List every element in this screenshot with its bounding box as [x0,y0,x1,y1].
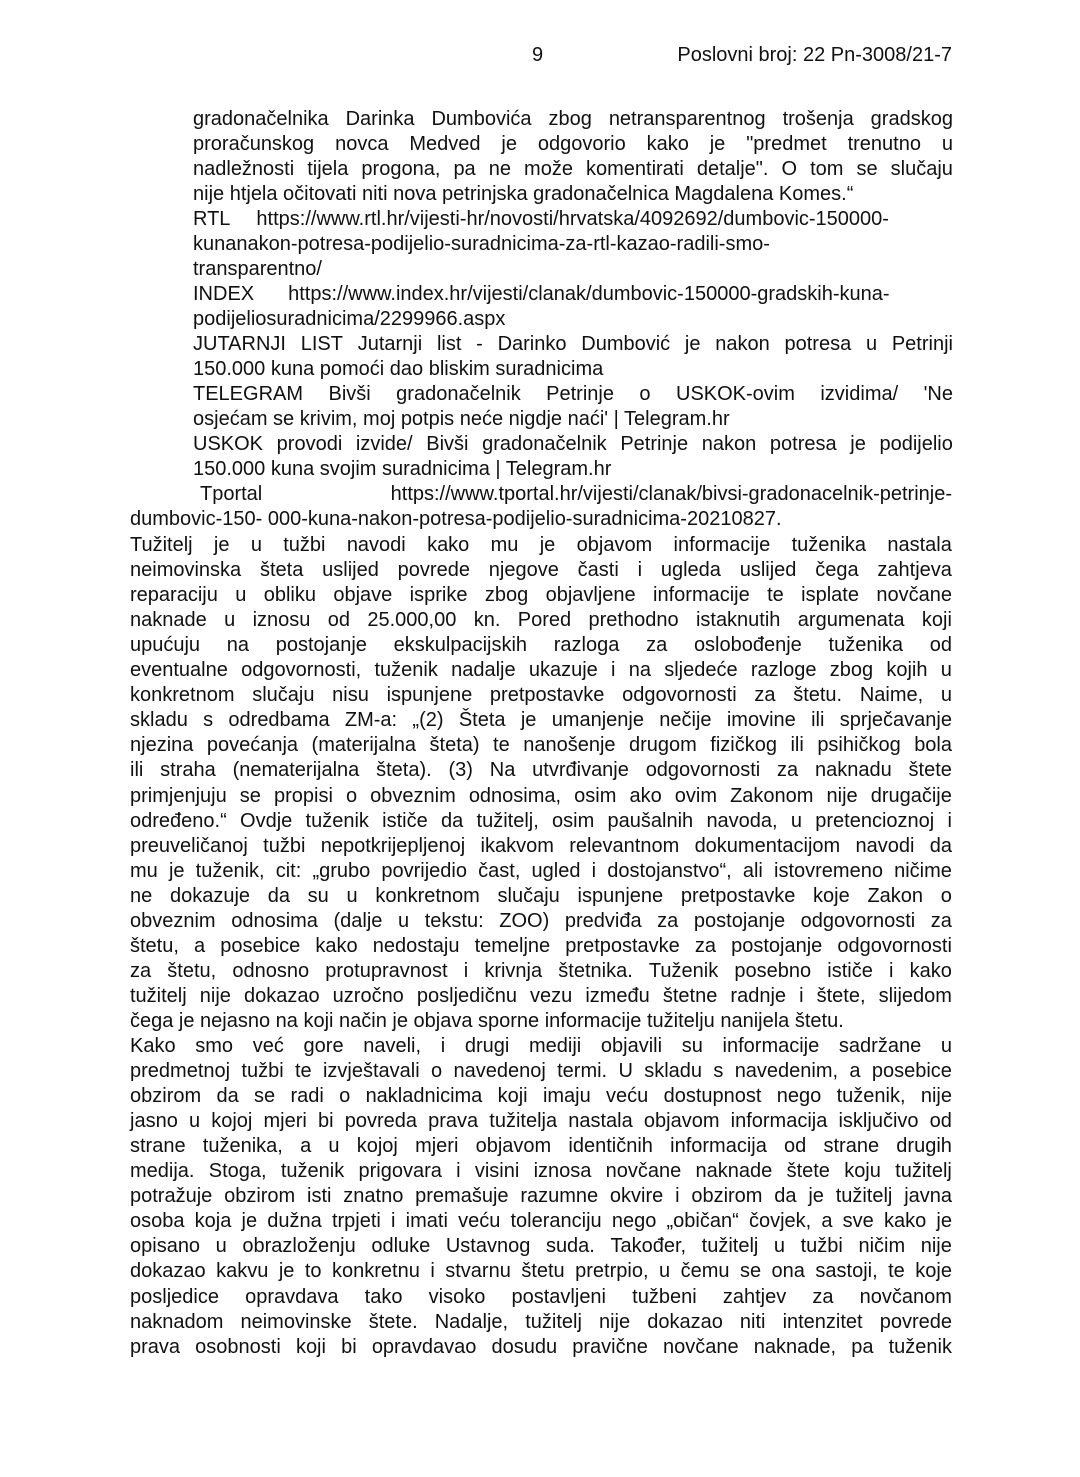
body-line: naknade u iznosu od 25.000,00 kn. Pored prethodno istaknutih argumenata koji [130,609,952,631]
jutarnji-citation: JUTARNJI LIST Jutarnji list - Darinko Dumbović je nakon potresa u Petrinji [193,333,953,355]
body-line: štetu, a posebice kako nedostaju temeljne pretpostavke za postojanje odgovornosti [130,935,952,957]
index-citation [193,282,890,306]
body-line: konkretnom slučaju nisu ispunjene pretpostavke odgovornosti za štetu. Naime, u [130,684,952,706]
body-line: strane tuženika, a u kojoj mjeri objavom identičnih informacija od strane drugih [130,1135,952,1157]
body-line: naknadom neimovinske štete. Nadalje, tužitelj nije dokazao niti intenzitet povrede [130,1311,952,1333]
body-line: neimovinska šteta uslijed povrede njegove časti i ugleda uslijed čega zahtjeva [130,559,952,581]
body-line: upućuju na postojanje ekskulpacijskih razloga za oslobođenje tuženika od [130,634,952,656]
rtl-url: https://www.rtl.hr/vijesti-hr/novosti/hrvatska/4092692/dumbovic-150000- [256,208,889,230]
body-line: jasno u kojoj mjeri bi povreda prava tužitelja nastala objavom informacija isključivo od [130,1110,952,1132]
body-line: posljedice opravdava tako visoko postavljeni tužbeni zahtjev za novčanom [130,1286,952,1308]
body-line: obzirom da se radi o nakladnicima koji imaju veću dostupnost nego tuženik, nije [130,1085,952,1107]
body-line: čega je nejasno na koji način je objava sporne informacije tužitelju nanijela štetu. [130,1010,844,1032]
tportal-label: Tportal [200,483,263,505]
jutarnji-citation: 150.000 kuna pomoći dao bliskim suradnicima [193,358,604,380]
rtl-url-continuation: transparentno/ [193,258,322,280]
tportal-citation [200,482,952,506]
quote-line: gradonačelnika Darinka Dumbovića zbog netransparentnog trošenja gradskog [193,108,953,130]
body-line: reparaciju u obliku objave isprike zbog objavljene informacije te isplate novčane [130,584,952,606]
rtl-url-continuation: kunanakon-potresa-podijelio-suradnicima-za-rtl-kazao-radili-smo- [193,233,770,255]
uskok-citation: USKOK provodi izvide/ Bivši gradonačelnik Petrinje nakon potresa je podijelio [193,433,953,455]
case-number: Poslovni broj: 22 Pn-3008/21-7 [677,44,952,66]
index-label: INDEX [193,283,255,305]
body-line: mu je tuženik, cit: „grubo povrijedio čast, ugled i dostojanstvo“, ali istovremeno ničime [130,860,952,882]
body-line: primjenjuju se propisi o obveznim odnosima, osim ako ovim Zakonom nije drugačije [130,785,952,807]
body-line: eventualne odgovornosti, tuženik nadalje ukazuje i na sljedeće razloge zbog kojih u [130,659,952,681]
body-line: Tužitelj je u tužbi navodi kako mu je objavom informacije tuženika nastala [130,534,952,556]
body-line: predmetnoj tužbi te izvještavali o navedenoj termi. U skladu s navedenim, a posebice [130,1060,952,1082]
body-line: medija. Stoga, tuženik prigovara i visini iznosa novčane naknade štete koju tužitelj [130,1160,952,1182]
body-line: Kako smo već gore naveli, i drugi mediji objavili su informacije sadržane u [130,1035,952,1057]
body-line: opisano u obrazloženju odluke Ustavnog suda. Također, tužitelj u tužbi ničim nije [130,1235,952,1257]
quote-line: nije htjela očitovati niti nova petrinjska gradonačelnica Magdalena Komes.“ [193,183,854,205]
body-line: ne dokazuje da su u konkretnom slučaju ispunjene pretpostavke koje Zakon o [130,885,952,907]
index-url: https://www.index.hr/vijesti/clanak/dumbovic-150000-gradskih-kuna- [288,283,890,305]
body-line: prava osobnosti koji bi opravdavao dosudu pravične novčane naknade, pa tuženik [130,1336,952,1358]
tportal-url-continuation: dumbovic-150- 000-kuna-nakon-potresa-podijelio-suradnicima-20210827. [130,508,782,530]
rtl-citation [193,207,889,231]
uskok-citation: 150.000 kuna svojim suradnicima | Telegram.hr [193,458,612,480]
page-number: 9 [532,44,544,66]
quote-line: proračunskog novca Medved je odgovorio kako je "predmet trenutno u [193,133,953,155]
body-line: tužitelj nije dokazao uzročno posljedičnu vezu između štetne radnje i štete, slijedom [130,985,952,1007]
rtl-label: RTL [193,208,231,230]
body-line: preuveličanoj tužbi nepotkrijepljenoj ikakvom relevantnom dokumentacijom navodi da [130,835,952,857]
quote-line: nadležnosti tijela progona, pa ne može komentirati detalje". O tom se slučaju [193,158,953,180]
body-line: određeno.“ Ovdje tuženik ističe da tužitelj, osim paušalnih navoda, u pretencioznoj i [130,810,952,832]
body-line: za štetu, odnosno protupravnost i krivnja štetnika. Tuženik posebno ističe i kako [130,960,952,982]
body-line: obveznim odnosima (dalje u tekstu: ZOO) predviđa za postojanje odgovornosti za [130,910,952,932]
body-line: skladu s odredbama ZM-a: „(2) Šteta je umanjenje nečije imovine ili sprječavanje [130,709,952,731]
body-line: potražuje obzirom isti znatno premašuje razumne okvire i obzirom da je tužitelj javna [130,1185,952,1207]
body-line: dokazao kakvu je to konkretnu i stvarnu štetu pretrpio, u čemu se ona sastoji, te koje [130,1260,952,1282]
body-line: ili straha (nematerijalna šteta). (3) Na utvrđivanje odgovornosti za naknadu štete [130,759,952,781]
body-line: njezina povećanja (materijalna šteta) te nanošenje drugom fizičkog ili psihičkog bola [130,734,952,756]
tportal-url: https://www.tportal.hr/vijesti/clanak/bivsi-gradonacelnik-petrinje- [390,483,952,505]
telegram-citation: TELEGRAM Bivši gradonačelnik Petrinje o USKOK-ovim izvidima/ 'Ne [193,383,953,405]
telegram-citation: osjećam se krivim, moj potpis neće nigdje naći' | Telegram.hr [193,408,730,430]
index-url-continuation: podijeliosuradnicima/2299966.aspx [193,308,506,330]
body-line: osoba koja je dužna trpjeti i imati veću toleranciju nego „običan“ čovjek, a sve kako je [130,1210,952,1232]
